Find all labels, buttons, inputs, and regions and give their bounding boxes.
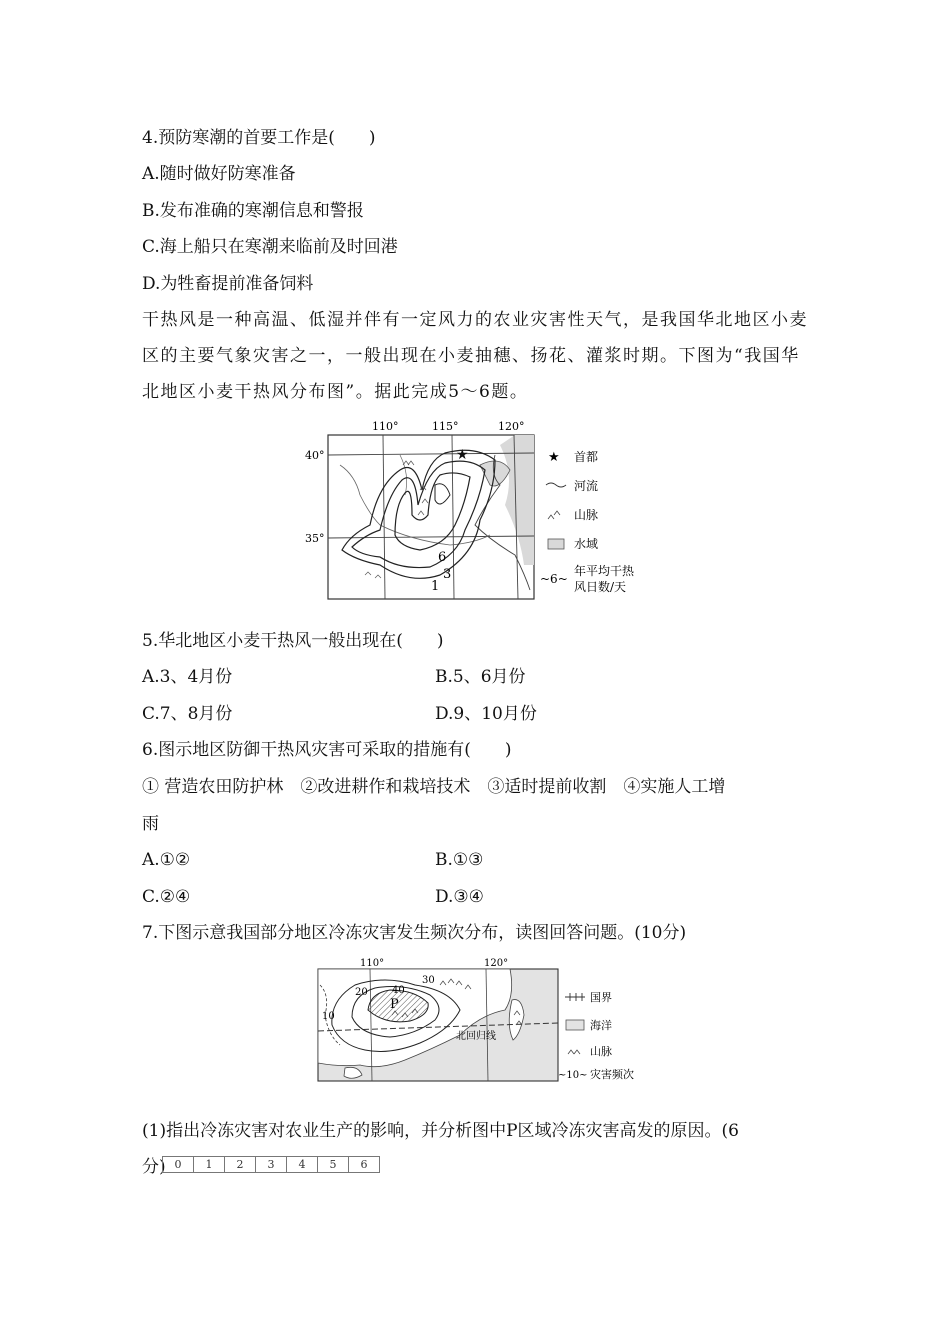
lon-label-115: 115° (432, 420, 459, 433)
lat-label-35: 35° (305, 532, 325, 545)
q6-items-line1: ① 营造农田防护林 ②改进耕作和栽培技术 ③适时提前收割 ④实施人工增 (142, 777, 726, 797)
region-p-label: P (390, 997, 399, 1012)
q5-option-c: C.7、8月份 (142, 704, 233, 724)
lon-label-110: 110° (372, 420, 399, 433)
q4-stem: 4.预防寒潮的首要工作是( ) (142, 128, 376, 148)
q6-option-a: A.①② (142, 850, 191, 870)
intro-paragraph: 干热风是一种高温、低湿并伴有一定风力的农业灾害性天气，是我国华北地区小麦区的主要气象灾害之一，一般出现在小麦抽穗、扬花、灌浆时期。下图为“我国华北地区小麦干热风分布图”。据此完成5～6题。 (142, 310, 808, 402)
q6-option-d: D.③④ (435, 887, 484, 907)
legend-mountain: 山脉 (574, 508, 599, 522)
q6-option-b: B.①③ (435, 850, 484, 870)
lat-label-40: 40° (305, 449, 325, 462)
legend-contour-line1: 年平均干热 (574, 564, 635, 578)
lon-label-120: 120° (498, 420, 525, 433)
q6-option-c: C.②④ (142, 887, 191, 907)
dry-hot-wind-map (300, 415, 660, 605)
legend-mountain: 山脉 (590, 1045, 612, 1058)
lon-label-110: 110° (360, 958, 385, 969)
legend-mountain-icon (548, 511, 560, 519)
frost-disaster-map (310, 955, 655, 1085)
q6-stem: 6.图示地区防御干热风灾害可采取的措施有( ) (142, 740, 512, 760)
tropic-label: 北回归线 (456, 1031, 496, 1042)
q7-sub1-line2: 分) (142, 1157, 166, 1177)
legend-ocean-icon (566, 1020, 584, 1030)
q4-option-b: B.发布准确的寒潮信息和警报 (142, 201, 364, 221)
q6-items-line2: 雨 (142, 814, 159, 834)
legend-star-icon: ★ (548, 450, 560, 465)
score-cell-2[interactable]: 2 (225, 1156, 256, 1173)
contour-label-10: 10 (322, 1011, 335, 1022)
score-cell-1[interactable]: 1 (194, 1156, 225, 1173)
score-cell-0[interactable]: 0 (162, 1156, 194, 1173)
score-box-row[interactable] (162, 1156, 380, 1173)
legend-capital: 首都 (574, 450, 599, 464)
q5-option-a: A.3、4月份 (142, 667, 233, 687)
legend-mountain-icon (568, 1050, 580, 1054)
q4-option-c: C.海上船只在寒潮来临前及时回港 (142, 237, 398, 257)
q7-stem: 7.下图示意我国部分地区冷冻灾害发生频次分布，读图回答问题。(10分) (142, 923, 687, 943)
legend-border-icon (565, 993, 585, 1001)
lon-label-120: 120° (484, 958, 509, 969)
score-cell-5[interactable]: 5 (318, 1156, 349, 1173)
q4-option-a: A.随时做好防寒准备 (142, 164, 296, 184)
legend-contour-symbol: ~10~ (558, 1070, 588, 1081)
legend-water-icon (548, 539, 564, 549)
legend-river: 河流 (574, 479, 599, 493)
q7-sub1-line1: (1)指出冷冻灾害对农业生产的影响，并分析图中P区域冷冻灾害高发的原因。(6 (142, 1121, 739, 1141)
legend-contour: 灾害频次 (590, 1068, 634, 1081)
contour-label-40: 40 (392, 985, 405, 996)
contour-label-20: 20 (355, 987, 368, 998)
legend-contour-line2: 风日数/天 (574, 580, 627, 594)
score-cell-4[interactable]: 4 (287, 1156, 318, 1173)
legend-river-icon (546, 483, 566, 487)
capital-star-icon: ★ (456, 447, 469, 463)
contour-label-3: 3 (443, 567, 452, 582)
q5-option-b: B.5、6月份 (435, 667, 526, 687)
contour-label-30: 30 (422, 975, 435, 986)
score-cell-3[interactable]: 3 (256, 1156, 287, 1173)
legend-border: 国界 (590, 991, 612, 1004)
q4-option-d: D.为牲畜提前准备饲料 (142, 274, 314, 294)
legend-contour-symbol: ~6~ (540, 572, 568, 586)
q5-option-d: D.9、10月份 (435, 704, 537, 724)
score-cell-6[interactable]: 6 (349, 1156, 380, 1173)
contour-label-1: 1 (431, 579, 440, 594)
q5-stem: 5.华北地区小麦干热风一般出现在( ) (142, 631, 444, 651)
contour-label-6: 6 (438, 550, 447, 565)
legend-ocean: 海洋 (590, 1019, 612, 1032)
legend-water: 水域 (574, 537, 599, 551)
